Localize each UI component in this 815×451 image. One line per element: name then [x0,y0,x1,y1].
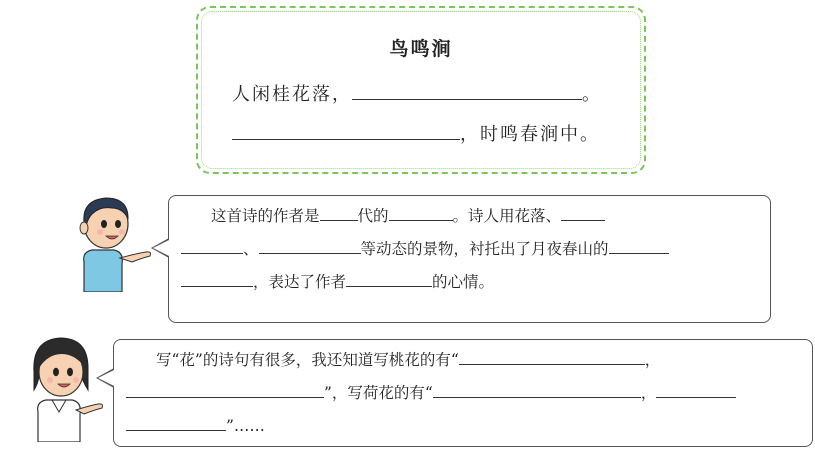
lotus-poem-blank-2a[interactable] [656,383,736,398]
poem-line-2-text: ，时鸣春涧中。 [460,124,600,145]
author-name-blank[interactable] [389,206,453,221]
bubble-1-text-7: 的心情。 [432,273,495,291]
mood-blank-a[interactable] [609,239,669,254]
poem-title: 鸟鸣涧 [389,38,453,60]
poem-line-1 [232,80,602,106]
speech-bubble-1-tail [151,238,169,258]
boy-illustration [62,192,162,292]
scene-blank-1a[interactable] [561,206,605,221]
feeling-blank[interactable] [346,272,432,287]
bubble-1-text-3: 。诗人用花落、 [452,207,562,225]
bubble-2-line-3 [126,410,800,443]
poem-line-1-text: 人闲桂花落， [232,84,352,105]
bubble-2-text-1: 写“花”的诗句有很多，我还知道写桃花的有“ [156,351,459,369]
peach-poem-blank-1[interactable] [459,350,645,365]
lotus-poem-blank-2b[interactable] [126,416,226,431]
speech-bubble-2-tail [96,368,114,388]
bubble-2-text-2: ， [644,351,661,369]
lotus-poem-blank-1[interactable] [433,383,641,398]
poem-blank-1[interactable] [352,81,582,100]
bubble-1-line-1 [181,200,758,233]
bubble-1-line-2 [181,233,758,266]
bubble-2-line-1 [126,344,800,377]
peach-poem-blank-2[interactable] [126,383,324,398]
bubble-1-text-5: 等动态的景物，衬托出了月夜春山的 [360,240,609,258]
bubble-1-text-4: 、 [243,240,259,258]
speech-bubble-2 [113,339,813,447]
scene-blank-1b[interactable] [181,239,243,254]
poem-card [196,6,646,174]
mood-blank-b[interactable] [181,272,253,287]
poem-line-2 [232,120,600,146]
bubble-1-text-2: 代的 [357,207,389,225]
author-dynasty-blank[interactable] [320,206,358,221]
bubble-2-line-2 [126,377,800,410]
scene-blank-2[interactable] [259,239,361,254]
bubble-1-text-1: 这首诗的作者是 [211,207,320,225]
bubble-1-line-3 [181,266,758,299]
bubble-2-text-3: ”，写荷花的有“ [324,384,433,402]
poem-blank-2[interactable] [232,121,460,140]
bubble-2-text-5: ”…… [226,417,265,435]
speech-bubble-1 [168,195,771,323]
bubble-2-text-4: ， [640,384,657,402]
poem-line-1-end: 。 [582,84,602,105]
bubble-1-text-6: ，表达了作者 [253,273,347,291]
